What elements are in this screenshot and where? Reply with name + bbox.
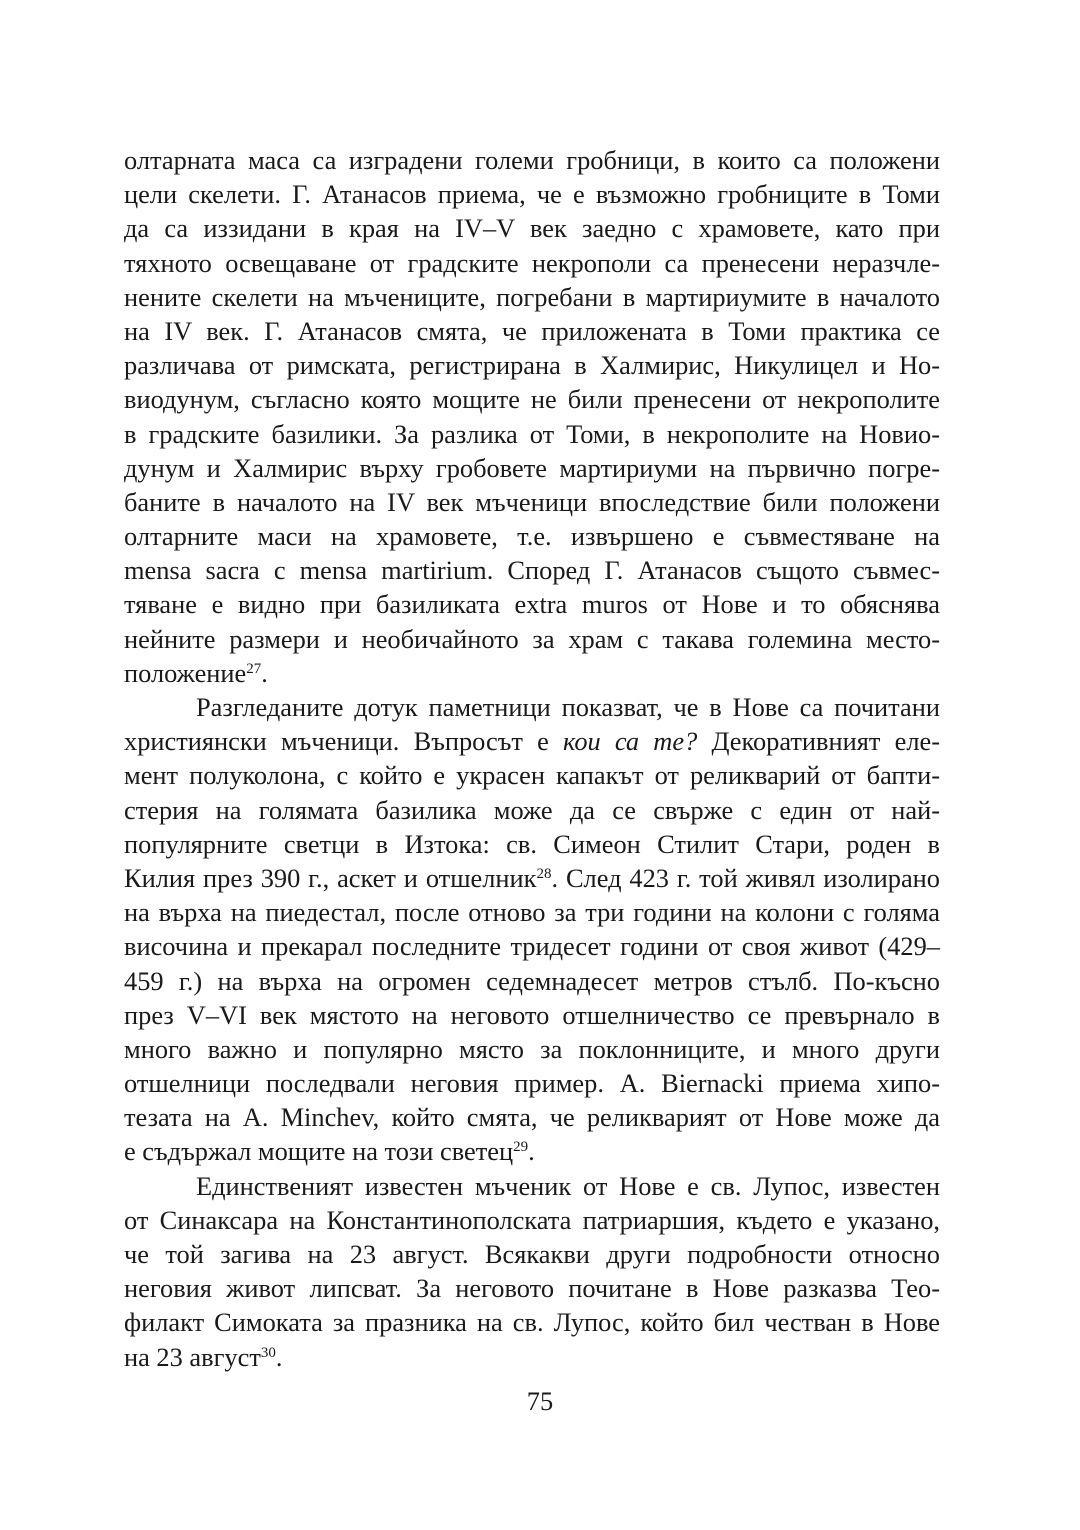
footnote-ref: 29 <box>513 1139 529 1156</box>
text-line <box>124 1203 940 1237</box>
text-line <box>124 485 940 519</box>
text-segment: виодунум, съгласно която мощите не били пренесени от некрополите <box>124 384 940 415</box>
text-line <box>124 177 940 211</box>
text-segment: . <box>261 657 268 688</box>
text-segment: . <box>528 1136 535 1167</box>
text-segment: . След 423 г. той живял изолирано <box>551 862 940 893</box>
text-line <box>124 929 940 963</box>
text-line <box>124 246 940 280</box>
text-segment: Декоративният еле- <box>697 726 940 757</box>
text-line <box>124 690 940 724</box>
paragraph <box>124 1169 940 1374</box>
text-line <box>124 1271 940 1305</box>
text-segment: mensa sacra с mensa martirium. Според Г. Атанасов същото съвмес- <box>124 555 940 586</box>
text-line <box>124 314 940 348</box>
text-segment: от Синаксара на Константинополската патриаршия, където е указано, <box>124 1204 940 1235</box>
text-segment: филакт Симоката за празника на св. Лупос, който бил честван в Нове <box>124 1307 940 1338</box>
text-segment: е съдържал мощите на този светец <box>124 1136 514 1167</box>
text-segment: Разгледаните дотук паметници показват, че в Нове са почитани <box>196 692 940 722</box>
paragraph <box>124 690 940 1169</box>
text-line <box>124 1066 940 1100</box>
paragraph <box>124 143 940 690</box>
text-segment: в градските базилики. За разлика от Томи, в некрополите на Новио- <box>124 418 940 449</box>
text-segment: много важно и популярно място за поклонниците, и много други <box>124 1033 940 1064</box>
footnote-ref: 27 <box>246 660 262 677</box>
text-segment: олтарната маса са изградени големи гробници, в които са положени <box>124 145 940 175</box>
text-segment: че той загива на 23 август. Всякакви други подробности относно <box>124 1239 940 1269</box>
text-line <box>124 280 940 314</box>
text-segment: да са иззидани в края на IV–V век заедно с храмовете, като при <box>124 213 940 244</box>
text-segment: 459 г.) на върха на огромен седемнадесет метров стълб. По-късно <box>124 965 940 996</box>
text-segment: нейните размери и необичайното за храм с такава големина место- <box>124 623 940 654</box>
text-line <box>124 348 940 382</box>
text-line <box>124 143 940 177</box>
text-segment: олтарните маси на храмовете, т.е. извършено е съвместяване на <box>124 521 940 552</box>
text-segment: популярните светци в Изтока: св. Симеон Стилит Стари, роден в <box>124 828 940 859</box>
text-segment: . <box>275 1341 283 1372</box>
text-line <box>124 382 940 416</box>
footnote-ref: 30 <box>260 1344 276 1361</box>
text-segment: тяване е видно при базиликата extra muros от Нове и то обяснява <box>124 589 940 620</box>
text-segment: мент полуколона, с който е украсен капакът от реликварий от бапти- <box>124 760 940 791</box>
italic-text: кои са те? <box>562 726 698 757</box>
text-segment: неговия живот липсват. За неговото почитане в Нове разказва Тео- <box>124 1273 940 1304</box>
text-segment: дунум и Халмирис върху гробовете мартириуми на първично погре- <box>124 452 940 483</box>
text-line <box>124 622 940 656</box>
text-line <box>124 553 940 587</box>
text-segment: нените скелети на мъчениците, погребани в мартириумите в началото <box>124 281 940 312</box>
text-line <box>124 1169 940 1203</box>
text-line <box>124 895 940 929</box>
text-segment: на 23 август <box>124 1341 261 1372</box>
text-line <box>124 1134 940 1168</box>
page-body <box>124 143 940 1374</box>
text-line <box>124 998 940 1032</box>
text-segment: височина и прекарал последните тридесет години от своя живот (429– <box>124 931 940 962</box>
text-line <box>124 519 940 553</box>
footnote-ref: 28 <box>536 865 552 882</box>
text-line <box>124 451 940 485</box>
text-segment: цели скелети. Г. Атанасов приема, че е възможно гробниците в Томи <box>124 179 940 210</box>
text-line <box>124 656 940 690</box>
text-segment: християнски мъченици. Въпросът е <box>124 726 563 757</box>
text-line <box>124 211 940 245</box>
text-line <box>124 1100 940 1134</box>
text-line <box>124 417 940 451</box>
page-number: 75 <box>526 1386 554 1416</box>
text-segment: тяхното освещаване от градските некрополи са пренесени неразчле- <box>124 247 940 278</box>
text-segment: положение <box>124 657 247 688</box>
text-segment: баните в началото на IV век мъченици впоследствие били положени <box>124 486 940 517</box>
text-line <box>124 793 940 827</box>
text-segment: на върха на пиедестал, после отново за три години на колони с голяма <box>124 897 940 928</box>
text-line <box>124 724 940 758</box>
text-line <box>124 1032 940 1066</box>
text-segment: Единственият известен мъченик от Нове е св. Лупос, известен <box>196 1170 940 1201</box>
text-line <box>124 861 940 895</box>
text-line <box>124 1305 940 1339</box>
text-line <box>124 964 940 998</box>
text-segment: тезата на A. Minchev, който смята, че реликварият от Нове може да <box>124 1102 940 1133</box>
text-line <box>124 758 940 792</box>
text-line <box>124 587 940 621</box>
text-line <box>124 1340 940 1374</box>
text-segment: през V–VI век мястото на неговото отшелничество се превърнало в <box>124 999 940 1030</box>
text-segment: Килия през 390 г., аскет и отшелник <box>124 862 537 893</box>
text-line <box>124 1237 940 1271</box>
text-segment: на IV век. Г. Атанасов смята, че приложената в Томи практика се <box>124 315 940 346</box>
text-segment: стерия на голямата базилика може да се свърже с един от най- <box>124 794 940 825</box>
text-segment: различава от римската, регистрирана в Халмирис, Никулицел и Но- <box>124 350 940 381</box>
text-line <box>124 827 940 861</box>
text-segment: отшелници последвали неговия пример. A. Biernacki приема хипо- <box>124 1068 940 1099</box>
